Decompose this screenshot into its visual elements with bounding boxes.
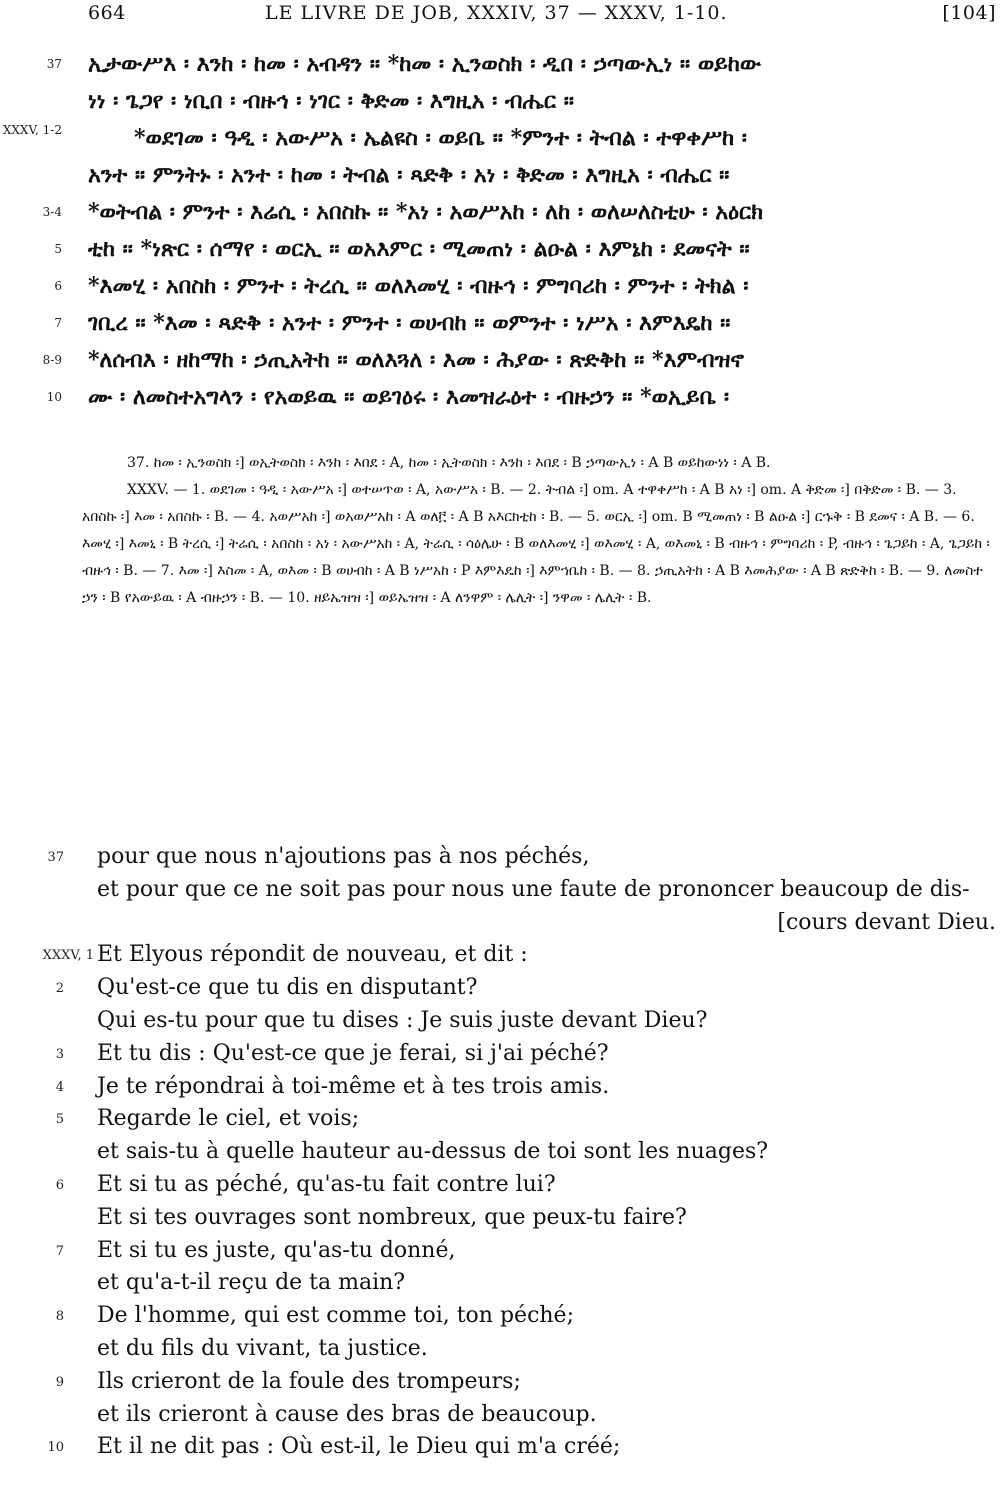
ethiopic-line-text: ነነ ፡ ጌጋየ ፡ ነቢበ ፡ ብዙኅ ፡ ነገር ፡ ቅድመ ፡ እግዚአ ፡ ብሔር ።	[88, 88, 574, 114]
page-number: 664	[88, 2, 126, 24]
french-line-text: Qu'est-ce que tu dis en disputant?	[97, 975, 478, 1001]
french-line-text: et ils crieront à cause des bras de beaucoup.	[97, 1401, 597, 1427]
verse-number: 7	[54, 316, 62, 330]
french-line	[0, 1104, 1000, 1137]
ethiopic-line-text: *ወትብል ፡ ምንተ ፡ እሬሲ ፡ አበስኩ ። *አነ ፡ አወሥአከ ፡ ለከ ፡ ወለሠለስቲሁ ፡ አዕርክ	[88, 199, 764, 225]
french-line	[0, 842, 1000, 875]
french-line-text: Je te répondrai à toi-même et à tes trois amis.	[97, 1073, 610, 1099]
ethiopic-line-text: ቲከ ። *ነጽር ፡ ሰማየ ፡ ወርኢ ። ወአእምር ፡ ሚመጠነ ፡ ልዑል ፡ እምኔከ ፡ ደመናት ።	[88, 236, 750, 262]
french-translation-block	[0, 842, 1000, 1465]
ethiopic-line-text: *ለሰብእ ፡ ዘከማከ ፡ ኃጢአትከ ። ወለእጓለ ፡ እመ ፡ ሕያው ፡ ጽድቅከ ። *እምብዝኖ	[88, 347, 745, 373]
verse-number: 37	[47, 850, 64, 865]
ethiopic-line	[0, 381, 1000, 418]
french-line-text: Et il ne dit pas : Où est-il, le Dieu qui m'a créé;	[97, 1434, 621, 1460]
french-line	[0, 940, 1000, 973]
verse-number: 8	[55, 1309, 64, 1325]
verse-number: 10	[46, 390, 62, 404]
french-line-text: Et tu dis : Qu'est-ce que je ferai, si j'ai péché?	[97, 1040, 609, 1066]
french-line-text: Et si tu as péché, qu'as-tu fait contre lui?	[97, 1171, 556, 1197]
critical-apparatus	[82, 450, 992, 612]
french-line	[0, 1301, 1000, 1334]
bracket-page-number: [104]	[942, 2, 996, 24]
running-header	[0, 2, 1000, 30]
ethiopic-line-text: *እመሂ ፡ አበስከ ፡ ምንተ ፡ ትረሲ ። ወለእመሂ ፡ ብዙኅ ፡ ምግባሪከ ፡ ምንተ ፡ ትክል ፡	[88, 273, 749, 299]
french-line	[0, 1203, 1000, 1236]
french-line	[0, 1367, 1000, 1400]
french-line	[0, 1072, 1000, 1105]
french-line-text: De l'homme, qui est comme toi, ton péché;	[97, 1303, 574, 1329]
apparatus-note: XXXV. — 1. ወደገመ ፡ ዓዲ ፡ አውሥአ ፡] ወተሠጥወ ፡ A, አውሥአ ፡ B. — 2. ትብል ፡] om. A ተዋቀሥከ ፡ A B አነ ፡] om. A ቅድመ ፡] በቅድመ ፡ B. — 3. አበስኩ ፡] እመ ፡ አበስኩ ፡ B. — 4. አወሥአከ ፡] ወአወሥአከ ፡ A ወለ፫ ፡ A B አእርክቲከ ፡ B. — 5. ወርኢ ፡] om. B ሚመጠነ ፡ B ልዑል ፡] ርኁቅ ፡ B ደመና ፡ A B. — 6. እመሂ ፡] እመኒ ፡ B ትረሲ ፡] ትሬሲ ፡ አበስከ ፡ አነ ፡ አውሥአከ ፡ A, ትሬሲ ፡ ሳዕሌሁ ፡ B ወለእመሂ ፡] ወእመሂ ፡ A, ወእመኒ ፡ B ብዙኅ ፡ ምግባሪከ ፡ P, ብዙኅ ፡ ጌጋይከ ፡ A, ጌጋይከ ፡ ብዙኅ ፡ B. — 7. እመ ፡] እስመ ፡ A, ወእመ ፡ B ወሀብከ ፡ A B ነሥአከ ፡ P እምእዴከ ፡] እምኀቤከ ፡ B. — 8. ኃጢአትከ ፡ A B እመሕያው ፡ A B ጽድቅከ ፡ B. — 9. ለመስተ ኃን ፡ B የአውይዉ ፡ A ብዙኃን ፡ B. — 10. ዘይኤዝዝ ፡] ወይኤዝዝ ፡ A ለንዋም ፡ ሌሊት ፡] ንዋመ ፡ ሌሊት ፡ B.	[82, 482, 990, 606]
french-line-text: [cours devant Dieu.	[777, 909, 996, 935]
french-line-text: Qui es-tu pour que tu dises : Je suis juste devant Dieu?	[97, 1007, 708, 1033]
french-line	[0, 1137, 1000, 1170]
verse-number: 3	[55, 1046, 64, 1062]
french-line	[0, 1400, 1000, 1433]
french-line	[0, 908, 1000, 941]
ethiopic-line	[0, 344, 1000, 381]
running-title: LE LIVRE DE JOB, XXXIV, 37 — XXXV, 1-10.	[265, 2, 728, 24]
ethiopic-line	[0, 196, 1000, 233]
verse-number: 10	[47, 1440, 64, 1456]
verse-number: 6	[54, 279, 62, 293]
french-line-text: Et Elyous répondit de nouveau, et dit :	[97, 942, 528, 968]
french-line	[0, 1170, 1000, 1203]
ethiopic-line	[0, 122, 1000, 159]
french-line-text: pour que nous n'ajoutions pas à nos péchés,	[97, 844, 590, 869]
french-line-text: et pour que ce ne soit pas pour nous une faute de prononcer beaucoup de dis-	[97, 876, 970, 902]
ethiopic-line-text: ገቢረ ። *እመ ፡ ጻድቅ ፡ አንተ ፡ ምንተ ፡ ወሀብከ ። ወምንተ ፡ ነሥአ ፡ እምእዴከ ።	[88, 310, 731, 336]
ethiopic-line-text: *ወደገመ ፡ ዓዲ ፡ አውሥአ ፡ ኤልዩስ ፡ ወይቤ ። *ምንተ ፡ ትብል ፡ ተዋቀሥከ ፡	[134, 125, 747, 151]
verse-number: XXXV, 1	[42, 948, 94, 964]
verse-number: 5	[54, 242, 62, 256]
french-line	[0, 875, 1000, 908]
french-line	[0, 973, 1000, 1006]
verse-number: 5	[55, 1112, 64, 1128]
french-line-text: et du fils du vivant, ta justice.	[97, 1335, 428, 1361]
french-line-text: et sais-tu à quelle hauteur au-dessus de toi sont les nuages?	[97, 1139, 769, 1165]
ethiopic-line	[0, 85, 1000, 122]
ethiopic-text-block	[0, 48, 1000, 418]
ethiopic-line	[0, 48, 1000, 85]
french-line	[0, 1039, 1000, 1072]
verse-number: 6	[55, 1177, 64, 1193]
french-line	[0, 1334, 1000, 1367]
ethiopic-line	[0, 270, 1000, 307]
french-line	[0, 1236, 1000, 1269]
ethiopic-line	[0, 159, 1000, 196]
verse-number: XXXV, 1-2	[2, 123, 62, 137]
verse-number: 7	[55, 1243, 64, 1259]
french-line	[0, 1006, 1000, 1039]
ethiopic-line-text: ሙ ፡ ለመስተአግላን ፡ የአወይዉ ። ወይገዕሩ ፡ እመዝራዕተ ፡ ብዙኃን ። *ወኢይቤ ፡	[88, 384, 730, 410]
french-line-text: Ils crieront de la foule des trompeurs;	[97, 1368, 521, 1394]
ethiopic-line-text: አንተ ። ምንትኑ ፡ አንተ ፡ ከመ ፡ ትብል ፡ ጻድቅ ፡ አነ ፡ ቅድመ ፡ እግዚአ ፡ ብሔር ።	[88, 162, 730, 188]
french-line-text: et qu'a-t-il reçu de ta main?	[97, 1270, 406, 1296]
ethiopic-line-text: ኢታውሥእ ፡ እንከ ፡ ከመ ፡ አብዳን ። *ከመ ፡ ኢንወስክ ፡ ዲበ ፡ ኃጣውኢነ ። ወይከው	[88, 51, 761, 77]
verse-number: 2	[55, 981, 64, 997]
verse-number: 8-9	[42, 353, 62, 367]
verse-number: 37	[46, 57, 62, 71]
ethiopic-line	[0, 307, 1000, 344]
french-line	[0, 1432, 1000, 1465]
french-line-text: Et si tu es juste, qu'as-tu donné,	[97, 1237, 456, 1263]
french-line	[0, 1268, 1000, 1301]
ethiopic-line	[0, 233, 1000, 270]
apparatus-note: 37. ከመ ፡ ኢንወስክ ፡] ወኢትወስክ ፡ እንከ ፡ እበደ ፡ A, ከመ ፡ ኢትወስክ ፡ እንከ ፡ እበደ ፡ B ኃጣውኢነ ፡ A B ወይከውነነ ፡ A B.	[127, 455, 771, 471]
french-line-text: Regarde le ciel, et vois;	[97, 1106, 360, 1132]
verse-number: 4	[55, 1079, 64, 1095]
french-line-text: Et si tes ouvrages sont nombreux, que peux-tu faire?	[97, 1204, 687, 1230]
verse-number: 9	[55, 1374, 64, 1390]
verse-number: 3-4	[42, 205, 62, 219]
